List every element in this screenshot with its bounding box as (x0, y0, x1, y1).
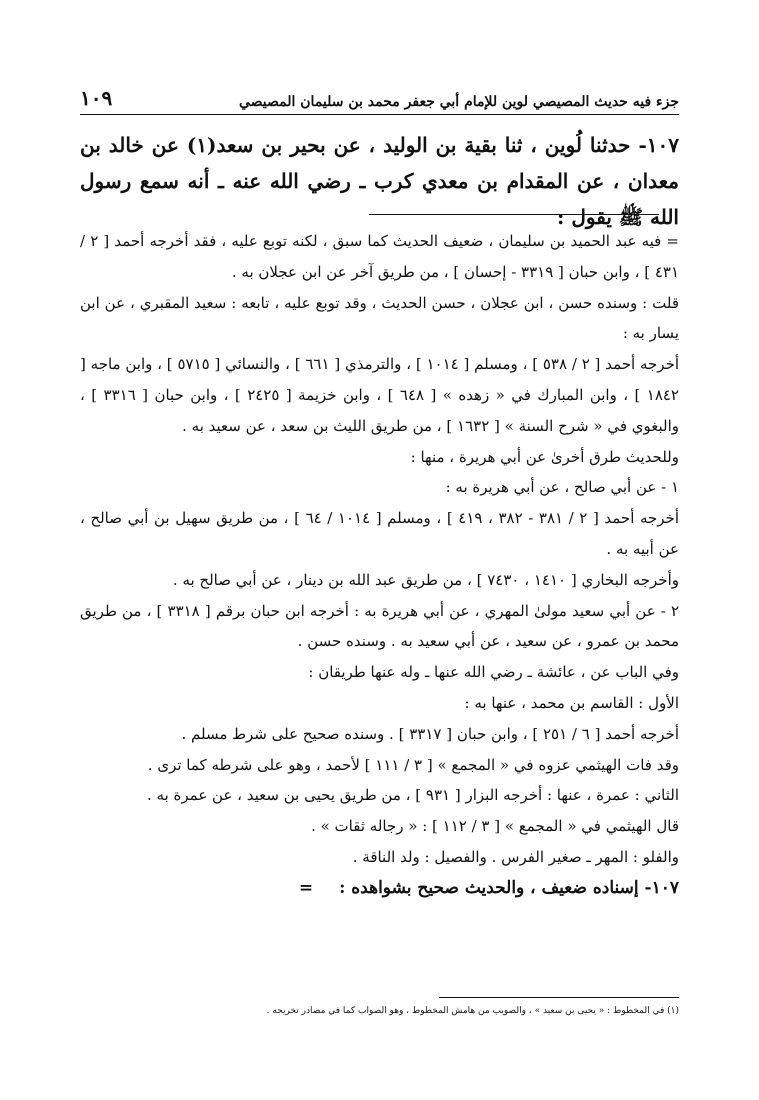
commentary-paragraph: ١ - عن أبي صالح ، عن أبي هريرة به : (445, 478, 679, 497)
commentary-paragraph: قال الهيثمي في « المجمع » [ ٣ / ١١٢ ] : « رجاله ثقات » . (311, 817, 679, 836)
commentary-paragraph: أخرجه أحمد [ ٦ / ٢٥١ ] ، وابن حبان [ ٣٣١٧ ] . وسنده صحيح على شرط مسلم . (181, 724, 679, 743)
commentary-paragraph: وقد فات الهيثمي عزوه في « المجمع » [ ٣ / ١١١ ] لأحمد ، وهو على شرطه كما ترى . (147, 755, 679, 774)
commentary-paragraph: وللحديث طرق أخرىٰ عن أبي هريرة ، منها : (410, 447, 679, 466)
commentary-paragraph: الأول : القاسم بن محمد ، عنها به : (464, 693, 679, 712)
hadith-number: ١٠٧- (638, 133, 679, 157)
running-title: جزء فيه حديث المصيصي لوين للإمام أبي جعفر محمد بن سليمان المصيصي (238, 94, 679, 110)
hadith-text: حدثنا لُوين ، ثنا بقية بن الوليد ، عن بحير بن سعد(١) عن خالد بن معدان ، عن المقدام بن معدي كرب ـ رضي الله عنه ـ أنه سمع رسول الله ﷺ يقول : (80, 133, 679, 229)
commentary-paragraph: الثاني : عمرة ، عنها : أخرجه البزار [ ٩٣١ ] ، من طريق يحيى بن سعيد ، عن عمرة به . (146, 786, 679, 805)
footnote: (١) في المخطوط : « يحيى بن سعيد » ، والصويب من هامش المخطوط ، وهو الصواب كما في مصادر تخريجه . (266, 1006, 679, 1016)
grade-text: ١٠٧- إسناده ضعيف ، والحديث صحيح بشواهده : (339, 877, 679, 898)
page-header (80, 80, 679, 115)
footnote-separator (439, 997, 679, 998)
commentary-paragraph: = فيه عبد الحميد بن سليمان ، ضعيف الحديث كما سبق ، لكنه توبع عليه ، فقد أخرجه أحمد [ ٢ / ٤٣١ ] ، وابن حبان [ ٣٣١٩ - إحسان ] ، من طريق آخر عن ابن عجلان به . (80, 232, 679, 281)
continuation-mark: = (298, 877, 314, 898)
commentary-paragraph: أخرجه أحمد [ ٢ / ٣٨١ - ٣٨٢ ، ٤١٩ ] ، ومسلم [ ١٠١٤ / ٦٤ ] ، من طريق سهيل بن أبي صالح ، عن أبيه به . (80, 509, 679, 558)
page-number: ١٠٩ (80, 86, 113, 110)
commentary-paragraph: وفي الباب عن ، عائشة ـ رضي الله عنها ـ وله عنها طريقان : (308, 663, 679, 682)
commentary-paragraph: والفلو : المهر ـ صغير الفرس . والفصيل : ولد الناقة . (352, 847, 679, 866)
hadith-text-block (80, 127, 679, 235)
commentary-paragraph: قلت : وسنده حسن ، ابن عجلان ، حسن الحديث ، وقد توبع عليه ، تابعه : سعيد المقبري ، عن ابن يسار به : (80, 293, 679, 343)
commentary-paragraph: ٢ - عن أبي سعيد مولىٰ المهري ، عن أبي هريرة به : أخرجه ابن حبان برقم [ ٣٣١٨ ] ، من طريق محمد بن عمرو ، عن سعيد ، عن أبي سعيد به . وسنده حسن . (80, 601, 680, 651)
grade-statement (80, 873, 679, 904)
commentary-paragraph: وأخرجه البخاري [ ١٤١٠ ، ٧٤٣٠ ] ، من طريق عبد الله بن دينار ، عن أبي صالح به . (172, 570, 679, 589)
notes-separator (369, 214, 659, 215)
commentary-notes (80, 226, 679, 904)
commentary-paragraph: أخرجه أحمد [ ٢ / ٥٣٨ ] ، ومسلم [ ١٠١٤ ] ، والترمذي [ ٦٦١ ] ، والنسائي [ ٥٧١٥ ] ، وابن ماجه [ ١٨٤٢ ] ، وابن المبارك في « زهده » [ ٦٤٨ ] ، وابن خزيمة [ ٢٤٢٥ ] ، وابن حبان [ ٣٣١٦ ] ، والبغوي في « شرح السنة » [ ١٦٣٢ ] ، من طريق الليث بن سعد ، عن سعيد به . (80, 355, 680, 435)
